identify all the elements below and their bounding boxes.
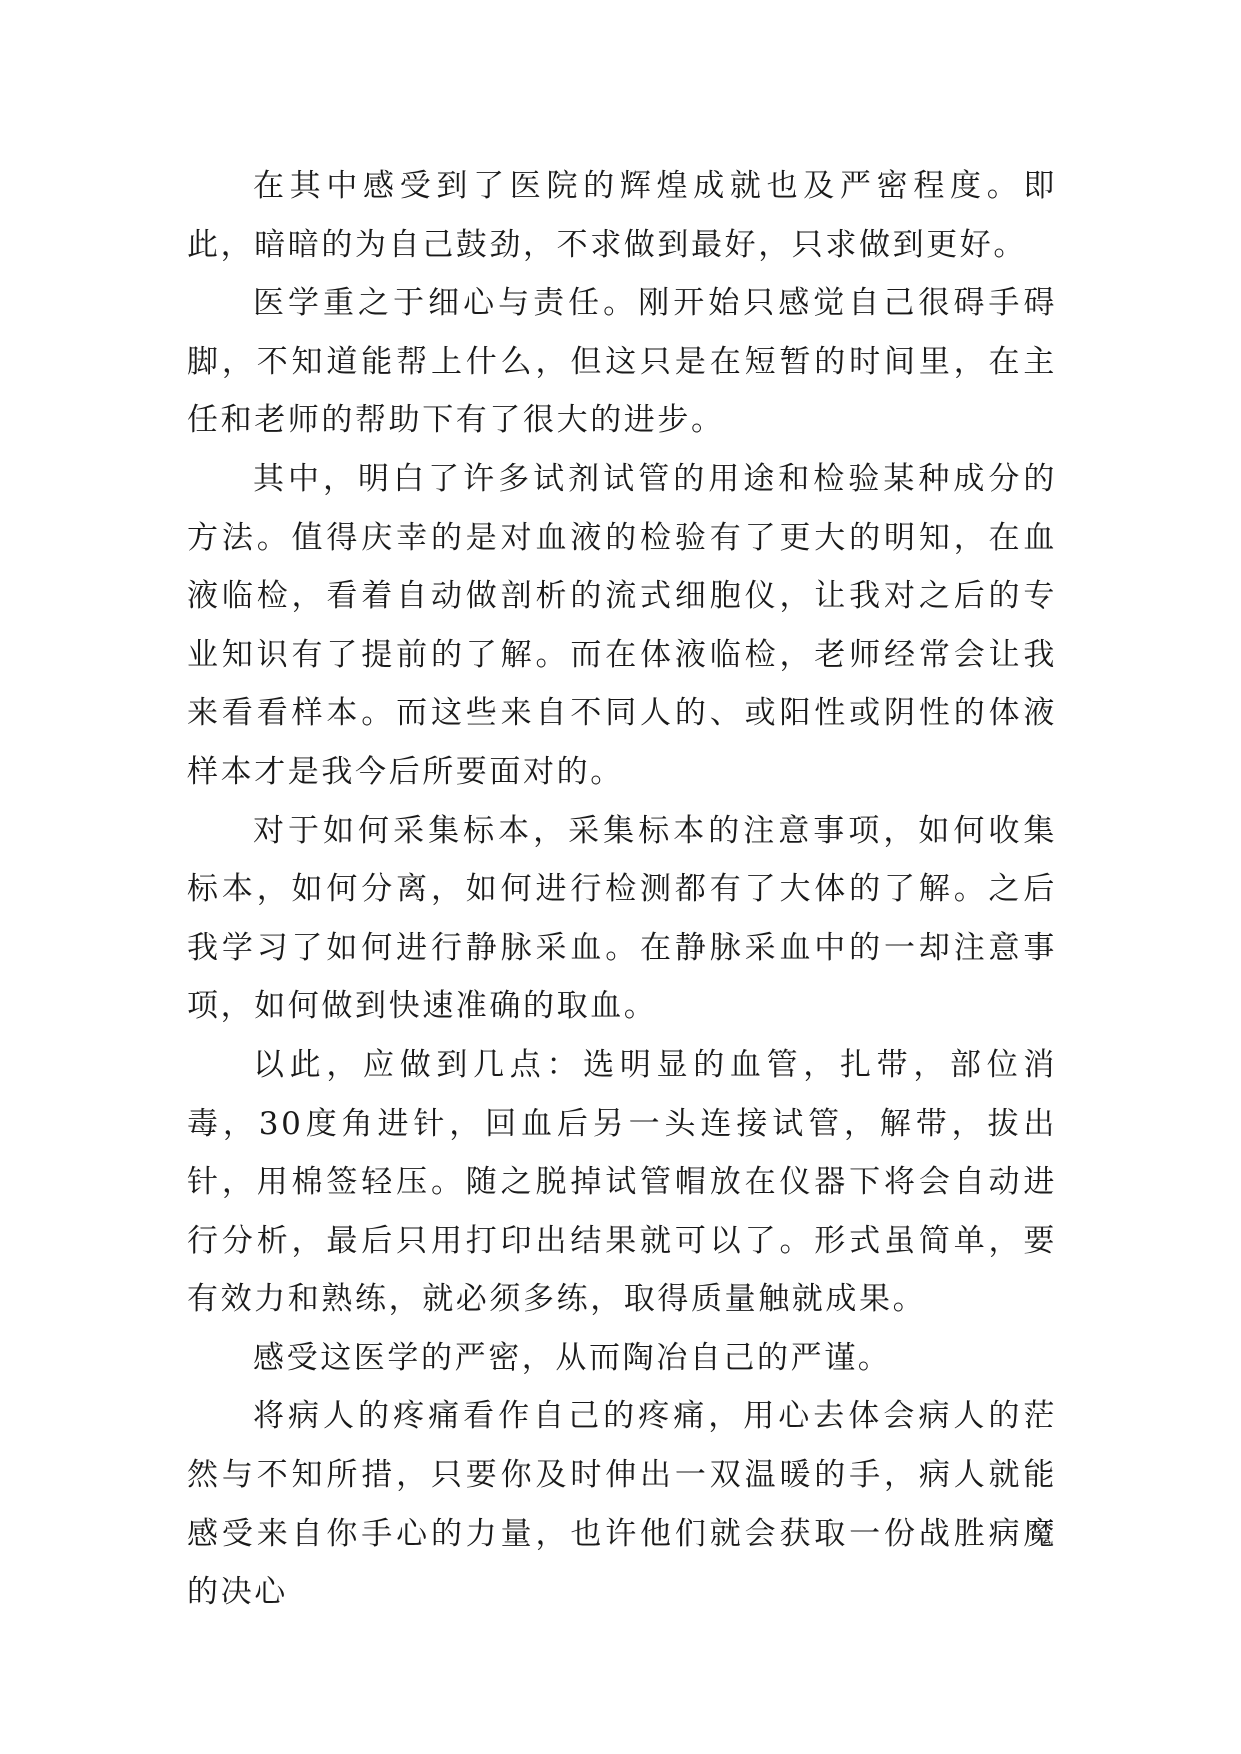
paragraph: 对于如何采集标本，采集标本的注意事项，如何收集标本，如何分离，如何进行检测都有了大体的了解。之后我学习了如何进行静脉采血。在静脉采血中的一却注意事项，如何做到快速准确的取血。: [187, 812, 1057, 1025]
paragraph: 医学重之于细心与责任。刚开始只感觉自己很碍手碍脚，不知道能帮上什么，但这只是在短暂的时间里，在主任和老师的帮助下有了很大的进步。: [187, 285, 1057, 439]
paragraph: 在其中感受到了医院的辉煌成就也及严密程度。即此，暗暗的为自己鼓劲，不求做到最好，只求做到更好。: [187, 168, 1057, 263]
paragraph: 将病人的疼痛看作自己的疼痛，用心去体会病人的茫然与不知所措，只要你及时伸出一双温暖的手，病人就能感受来自你手心的力量，也许他们就会获取一份战胜病魔的决心: [187, 1398, 1057, 1611]
paragraph: 其中，明白了许多试剂试管的用途和检验某种成分的方法。值得庆幸的是对血液的检验有了更大的明知，在血液临检，看着自动做剖析的流式细胞仪，让我对之后的专业知识有了提前的了解。而在体液临检，老师经常会让我来看看样本。而这些来自不同人的、或阳性或阴性的体液样本才是我今后所要面对的。: [187, 460, 1057, 790]
paragraph: 感受这医学的严密，从而陶冶自己的严谨。: [253, 1339, 892, 1376]
paragraph: 以此，应做到几点：选明显的血管，扎带，部位消毒，30度角进针，回血后另一头连接试管，解带，拔出针，用棉签轻压。随之脱掉试管帽放在仪器下将会自动进行分析，最后只用打印出结果就可以了。形式虽简单，要有效力和熟练，就必须多练，取得质量触就成果。: [187, 1046, 1057, 1318]
document-body: [187, 157, 1057, 1622]
